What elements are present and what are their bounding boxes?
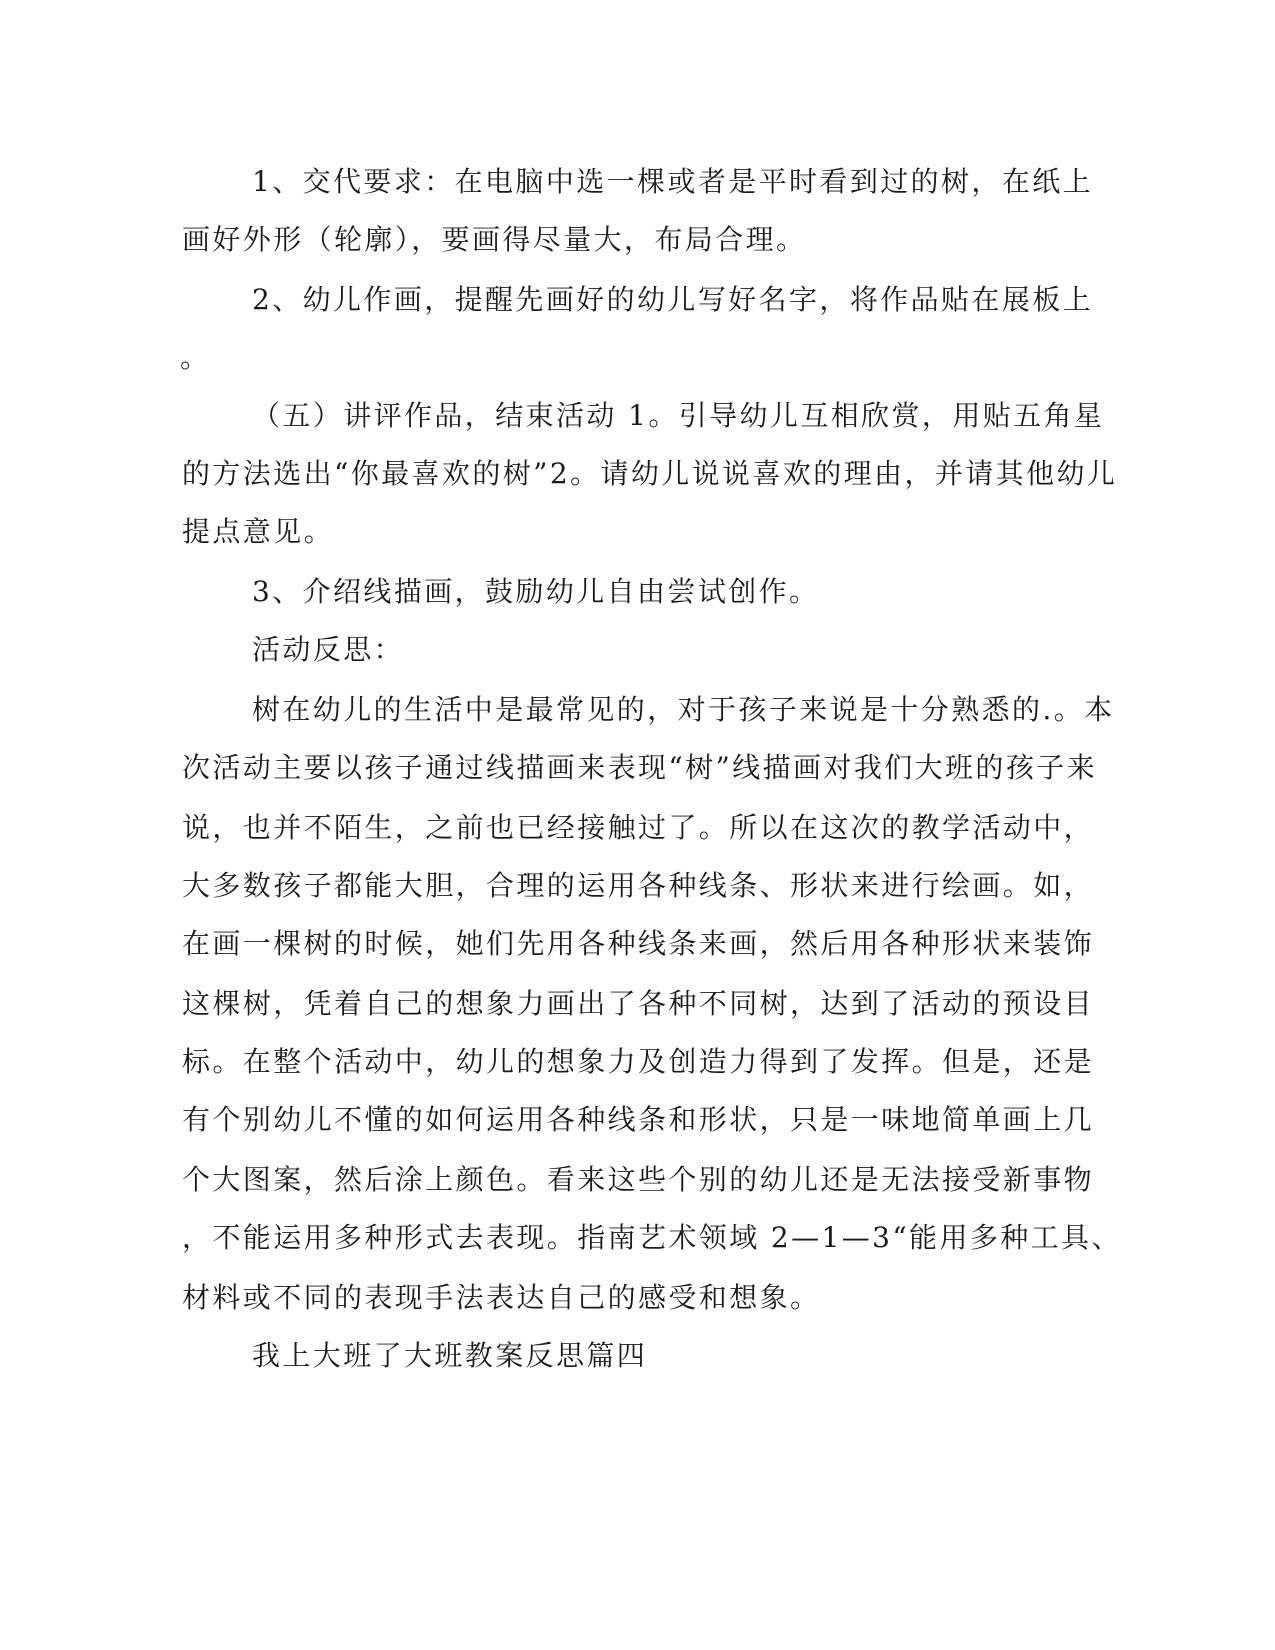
text-line: 树在幼儿的生活中是最常见的，对于孩子来说是十分熟悉的.。本 xyxy=(252,693,1115,726)
text-line: 次活动主要以孩子通过线描画来表现“树”线描画对我们大班的孩子来 xyxy=(182,751,1098,784)
text-line: 标。在整个活动中，幼儿的想象力及创造力得到了发挥。但是，还是 xyxy=(182,1045,1095,1078)
text-line: 1、交代要求：在电脑中选一棵或者是平时看到过的树，在纸上 xyxy=(252,165,1094,198)
text-line: ，不能运用多种形式去表现。指南艺术领域 2—1—3“能用多种工具、 xyxy=(182,1221,1122,1254)
text-line: 2、幼儿作画，提醒先画好的幼儿写好名字，将作品贴在展板上 xyxy=(252,283,1094,316)
text-line: 大多数孩子都能大胆，合理的运用各种线条、形状来进行绘画。如， xyxy=(182,869,1095,902)
section-heading: 活动反思： xyxy=(252,633,405,666)
text-line: 。 xyxy=(180,341,211,374)
text-line: 画好外形（轮廓），要画得尽量大，布局合理。 xyxy=(182,223,807,256)
text-line: 在画一棵树的时候，她们先用各种线条来画，然后用各种形状来装饰 xyxy=(182,927,1095,960)
text-line: 说，也并不陌生，之前也已经接触过了。所以在这次的教学活动中， xyxy=(182,811,1095,844)
text-line: 材料或不同的表现手法表达自己的感受和想象。 xyxy=(182,1281,821,1314)
text-line: 这棵树，凭着自己的想象力画出了各种不同树，达到了活动的预设目 xyxy=(182,987,1095,1020)
section-title: 我上大班了大班教案反思篇四 xyxy=(252,1339,648,1372)
text-line: 个大图案，然后涂上颜色。看来这些个别的幼儿还是无法接受新事物 xyxy=(182,1163,1095,1196)
text-line: 提点意见。 xyxy=(182,515,335,548)
text-line: 有个别幼儿不懂的如何运用各种线条和形状，只是一味地简单画上几 xyxy=(182,1103,1095,1136)
text-line: 的方法选出“你最喜欢的树”2。请幼儿说说喜欢的理由，并请其他幼儿 xyxy=(182,457,1118,490)
text-line: 3、介绍线描画，鼓励幼儿自由尝试创作。 xyxy=(252,575,820,608)
text-line: （五）讲评作品，结束活动 1。引导幼儿互相欣赏，用贴五角星 xyxy=(252,399,1105,432)
